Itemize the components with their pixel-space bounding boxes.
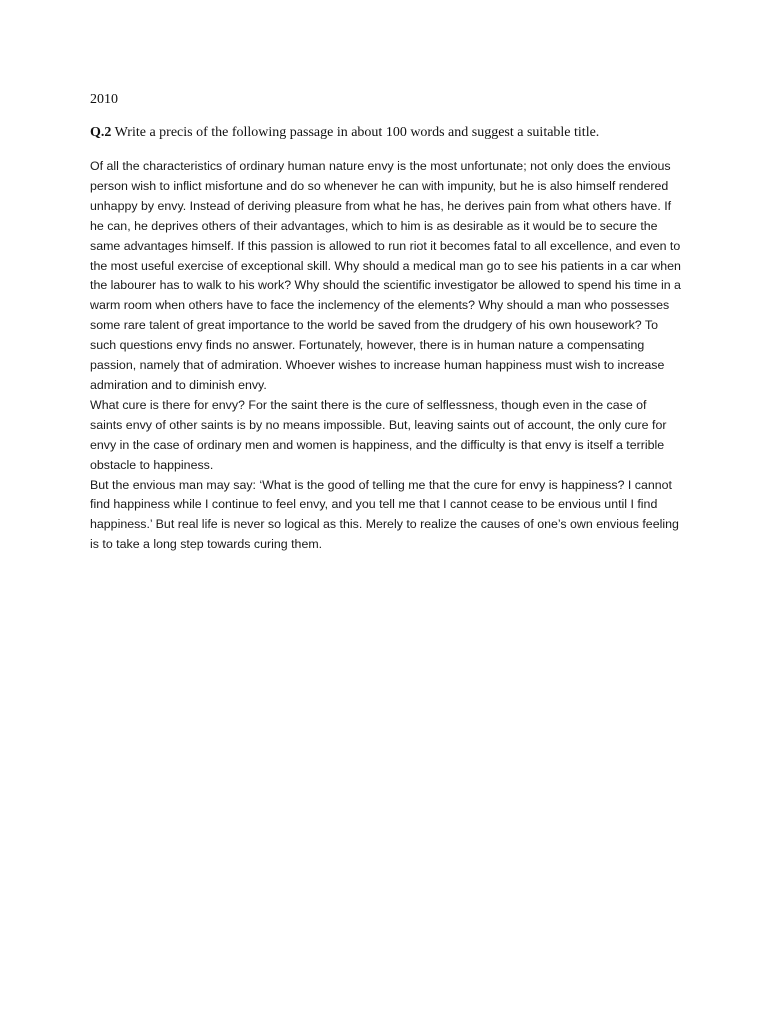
passage-paragraph-2: What cure is there for envy? For the saint there is the cure of selflessness, though even in the case of saints envy of other saints is by no means impossible. But, leaving saints out of account, the only cure for envy in the case of ordinary men and women is happiness, and the difficulty is that envy is itself a terrible obstacle to happiness. [90,397,667,472]
passage [90,157,682,555]
question-number: Q.2 [90,125,112,140]
passage-paragraph-3: But the envious man may say: ‘What is the good of telling me that the cure for envy is happiness? I cannot find happiness while I continue to feel envy, and you tell me that I cannot cease to be envious until I find happiness.’ But real life is never so logical as this. Merely to realize the causes of one’s own envious feeling is to take a long step towards curing them. [90,477,679,552]
passage-paragraph-1: Of all the characteristics of ordinary human nature envy is the most unfortunate; not only does the envious person wish to inflict misfortune and do so whenever he can with impunity, but he is also himself rendered unhappy by envy. Instead of deriving pleasure from what he has, he derives pain from what others have. If he can, he deprives others of their advantages, which to him is as desirable as it would be to secure the same advantages himself. If this passion is allowed to run riot it becomes fatal to all excellence, and even to the most useful exercise of exceptional skill. Why should a medical man go to see his patients in a car when the labourer has to walk to his work? Why should the scientific investigator be allowed to spend his time in a warm room when others have to face the inclemency of the elements? Why should a man who possesses some rare talent of great importance to the world be saved from the drudgery of his own housework? To such questions envy finds no answer. Fortunately, however, there is in human nature a compensating passion, namely that of admiration. Whoever wishes to increase human happiness must wish to increase admiration and to diminish envy. [90,159,681,392]
year-heading: 2010 [90,92,118,107]
question-text: Write a precis of the following passage in about 100 words and suggest a suitable title. [111,125,600,140]
question-line [90,125,690,141]
